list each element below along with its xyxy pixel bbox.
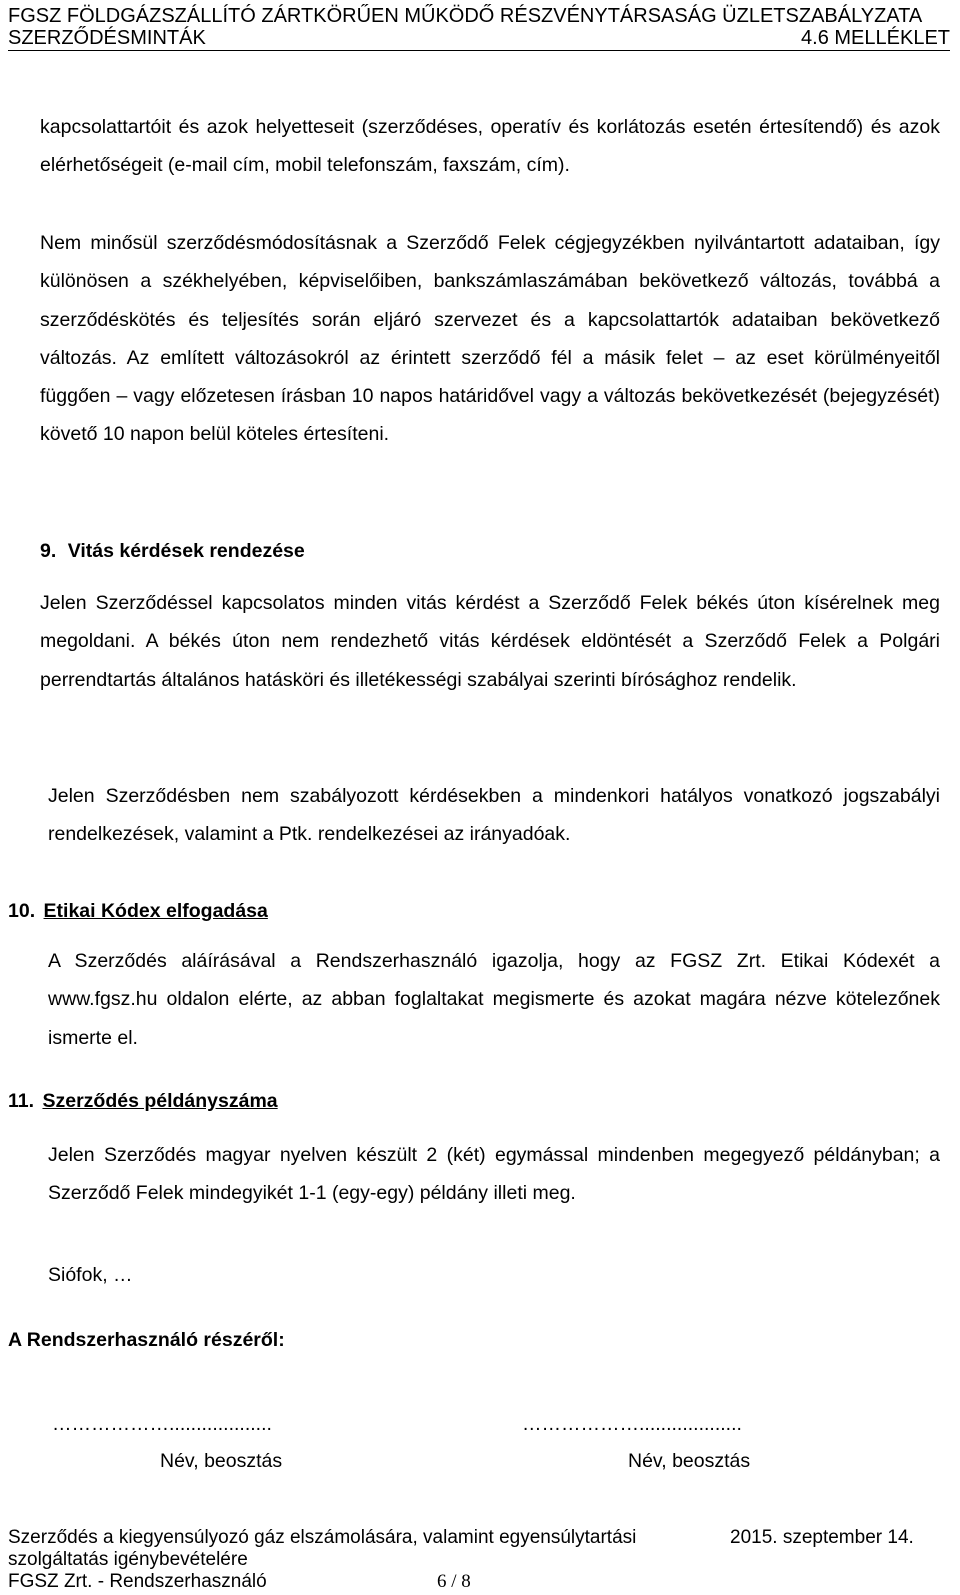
section-10-heading: [8, 899, 268, 923]
section-9-number: 9.: [40, 540, 57, 562]
section-10-number: 10.: [8, 900, 36, 922]
section-11-heading: [8, 1089, 278, 1113]
section-11-title: Szerződés példányszáma: [42, 1090, 278, 1112]
section-10-title: Etikai Kódex elfogadása: [43, 900, 268, 922]
header-rule: [8, 50, 950, 51]
header-section: SZERZŐDÉSMINTÁK: [8, 27, 206, 49]
section-9-heading: [40, 539, 305, 563]
footer-contract-subtitle: szolgáltatás igénybevételére: [8, 1549, 248, 1570]
section-11-number: 11.: [8, 1090, 35, 1112]
paragraph-ethics-code: A Szerződés aláírásával a Rendszerhasználó igazolja, hogy az FGSZ Zrt. Etikai Kódexét a www.fgsz.hu oldalon elérte, az abban foglaltakat megismerte és azokat magára nézve kötelezőnek ismerte el.: [48, 950, 940, 1049]
header-title: FGSZ FÖLDGÁZSZÁLLÍTÓ ZÁRTKÖRŰEN MŰKÖDŐ RÉSZVÉNYTÁRSASÁG ÜZLETSZABÁLYZATA: [8, 5, 923, 27]
paragraph-contacts: kapcsolattartóit és azok helyetteseit (szerződéses, operatív és korlátozás esetén értesítendő) és azok elérhetőségeit (e-mail cím, mobil telefonszám, faxszám, cím).: [40, 116, 940, 177]
page-number: 6 / 8: [437, 1571, 471, 1592]
footer-date: 2015. szeptember 14.: [730, 1527, 914, 1548]
paragraph-applicable-law: Jelen Szerződésben nem szabályozott kérdésekben a mindenkori hatályos vonatkozó jogszabályi rendelkezések, valamint a Ptk. rendelkezései az irányadóak.: [48, 785, 940, 846]
header-appendix: 4.6 MELLÉKLET: [801, 27, 950, 49]
signature-name-left: Név, beosztás: [160, 1450, 283, 1472]
party-label: A Rendszerhasználó részéről:: [8, 1329, 285, 1351]
paragraph-copies: Jelen Szerződés magyar nyelven készült 2 (két) egymással mindenben megegyező példányban; a Szerződő Felek mindegyikét 1-1 (egy-egy) példány illeti meg.: [48, 1144, 940, 1205]
signature-line-left: ………………...................: [52, 1413, 272, 1435]
place-date: Siófok, …: [48, 1264, 133, 1286]
section-9-title: Vitás kérdések rendezése: [67, 540, 305, 562]
footer-contract-title: Szerződés a kiegyensúlyozó gáz elszámolására, valamint egyensúlytartási: [8, 1527, 637, 1548]
paragraph-disputes: Jelen Szerződéssel kapcsolatos minden vitás kérdést a Szerződő Felek békés úton kísérelnek meg megoldani. A békés úton nem rendezhető vitás kérdések eldöntését a Szerződő Felek a Polgári perrendtartás általános hatásköri és illetékességi szabályai szerinti bírósághoz rendelik.: [40, 592, 940, 691]
paragraph-modification: Nem minősül szerződésmódosításnak a Szerződő Felek cégjegyzékben nyilvántartott adataiban, így különösen a székhelyében, képviselőiben, bankszámlaszámában bekövetkező változás, továbbá a szerződéskötés és teljesítés során eljáró szervezet és a kapcsolattartók adataiban bekövetkező változás. Az említett változásokról az érintett szerződő fél a másik felet – az eset körülményeitől függően – vagy előzetesen írásban 10 napos határidővel vagy a változás bekövetkezését (bejegyzését) követő 10 napon belül köteles értesíteni.: [40, 232, 940, 446]
signature-line-right: ………………...................: [522, 1413, 742, 1435]
footer-party: FGSZ Zrt. - Rendszerhasználó: [8, 1571, 267, 1592]
signature-name-right: Név, beosztás: [628, 1450, 751, 1472]
